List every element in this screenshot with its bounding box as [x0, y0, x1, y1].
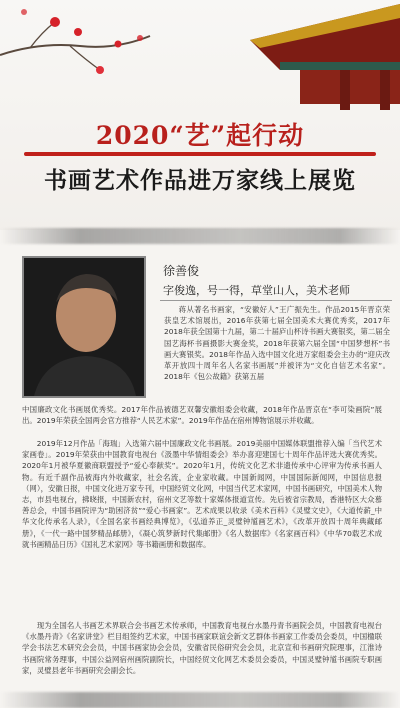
bio-paragraph-continued: 中国廉政文化书画展优秀奖。2017年作品被德艺双馨安徽组委会收藏，2018年作品晋京在“李可染画院”展出。2019年荣获全国两会官方推荐“人民艺术家”。2019年作品在宿州博物馆展示并收藏。 [22, 405, 382, 426]
portrait-icon [24, 258, 144, 396]
palace-roof-icon [240, 0, 400, 110]
artist-name: 徐善俊 [163, 264, 200, 278]
header-banner [0, 0, 400, 230]
ink-wash-divider-bottom [0, 692, 400, 708]
exhibition-title: 2020“艺”起行动 [95, 121, 305, 150]
ink-wash-divider-top [0, 228, 400, 244]
plum-blossom-icon [0, 0, 160, 90]
exhibition-subtitle: 书画艺术作品进万家线上展览 [44, 167, 356, 194]
profile-divider [160, 300, 392, 301]
bio-paragraph-achievements: 2019年12月作品「海瑞」入选第六届中国廉政文化书画展。2019美丽中国媒体联盟推荐入编「当代艺术家画卷」。2019年荣获由中国教育电视台《汲墨中华情组委会》举办喜迎建国七十周年作品评选大赛优秀奖。2020年1月被华夏徽商联盟授予“爱心奉献奖”。2020年1月，传统文化艺术非遗传承中心评审为传承书画人物。有近千副作品被海内外收藏家，社会名流，企业家收藏。中国新闻网，中国国际新闻网，中国信息报（网），安徽日报，中国文化进万家专刊，中国经贸文化网，中国当代艺术家网，中国书画研究，中国美术人物志，市县电视台，拂晓报，中国新农村，宿州文艺等数十家媒体报道宣传。先后被省宗教局，香港特区大众慕善总会，中国书画院评为“助困济贫”“爱心书画家”。艺术成果以收录《美术百科》《灵璧文史》，《大道传薪_中华文化传承名人录》，《全国名家书画经典博览》，《弘道养正_灵璧钟馗画艺术》，《改革开放四十周年典藏邮册》，《一代一路中国梦精品邮册》，《凝心筑梦新时代集邮册》《名人数据库》《名家画百科》《中华70载艺术成就书画精品日历》《国礼艺术家网》等书籍画册和数据库。 [22, 439, 382, 549]
bio-paragraph-memberships: 现为全国名人书画艺术界联合会书画艺术传承师，中国教育电视台水墨丹青书画院会员，中国教育电视台《水墨丹青》《名家讲堂》栏目组签约艺术家，中国书画家联谊会新文艺群体书画家工作委员会委员，中国楹联学会书法艺术研究会会员，中国书画家协会会员，安徽省民俗研究会会员，北京宣和书画研究院理事，江淮诗书画院常务理事，中国公益网宿州画院副院长，中国经贸文化网艺术委员会委员，中国灵璧钟馗书画院专职画家，灵璧县老年书画研究会副会长。 [22, 621, 382, 675]
bio-paragraph-intro: 蒋从著名书画家，“安徽好人”王广振先生。作品2015年晋京荣获皇艺术馆展出，2016年获第七届全国美术大赛优秀奖，2017年2018年获全国第十九届，第二十届庐山杯诗书画大赛银奖，第二届全国艺海杯书画摄影大赛金奖，2018年获第六届全国“中国梦想杯”书画大赛银奖。2018年作品入选中国文化进万家组委会主办的“迎庆改革开放四十周年名人名家书画展”并被评为“文化自信艺术名家”。2018年《包公故籍》获第五届 [164, 305, 390, 382]
title-divider [24, 152, 376, 156]
artist-aliases: 字俊逸，号一得，草堂山人，美术老师 [163, 284, 350, 297]
artist-portrait [22, 256, 146, 398]
